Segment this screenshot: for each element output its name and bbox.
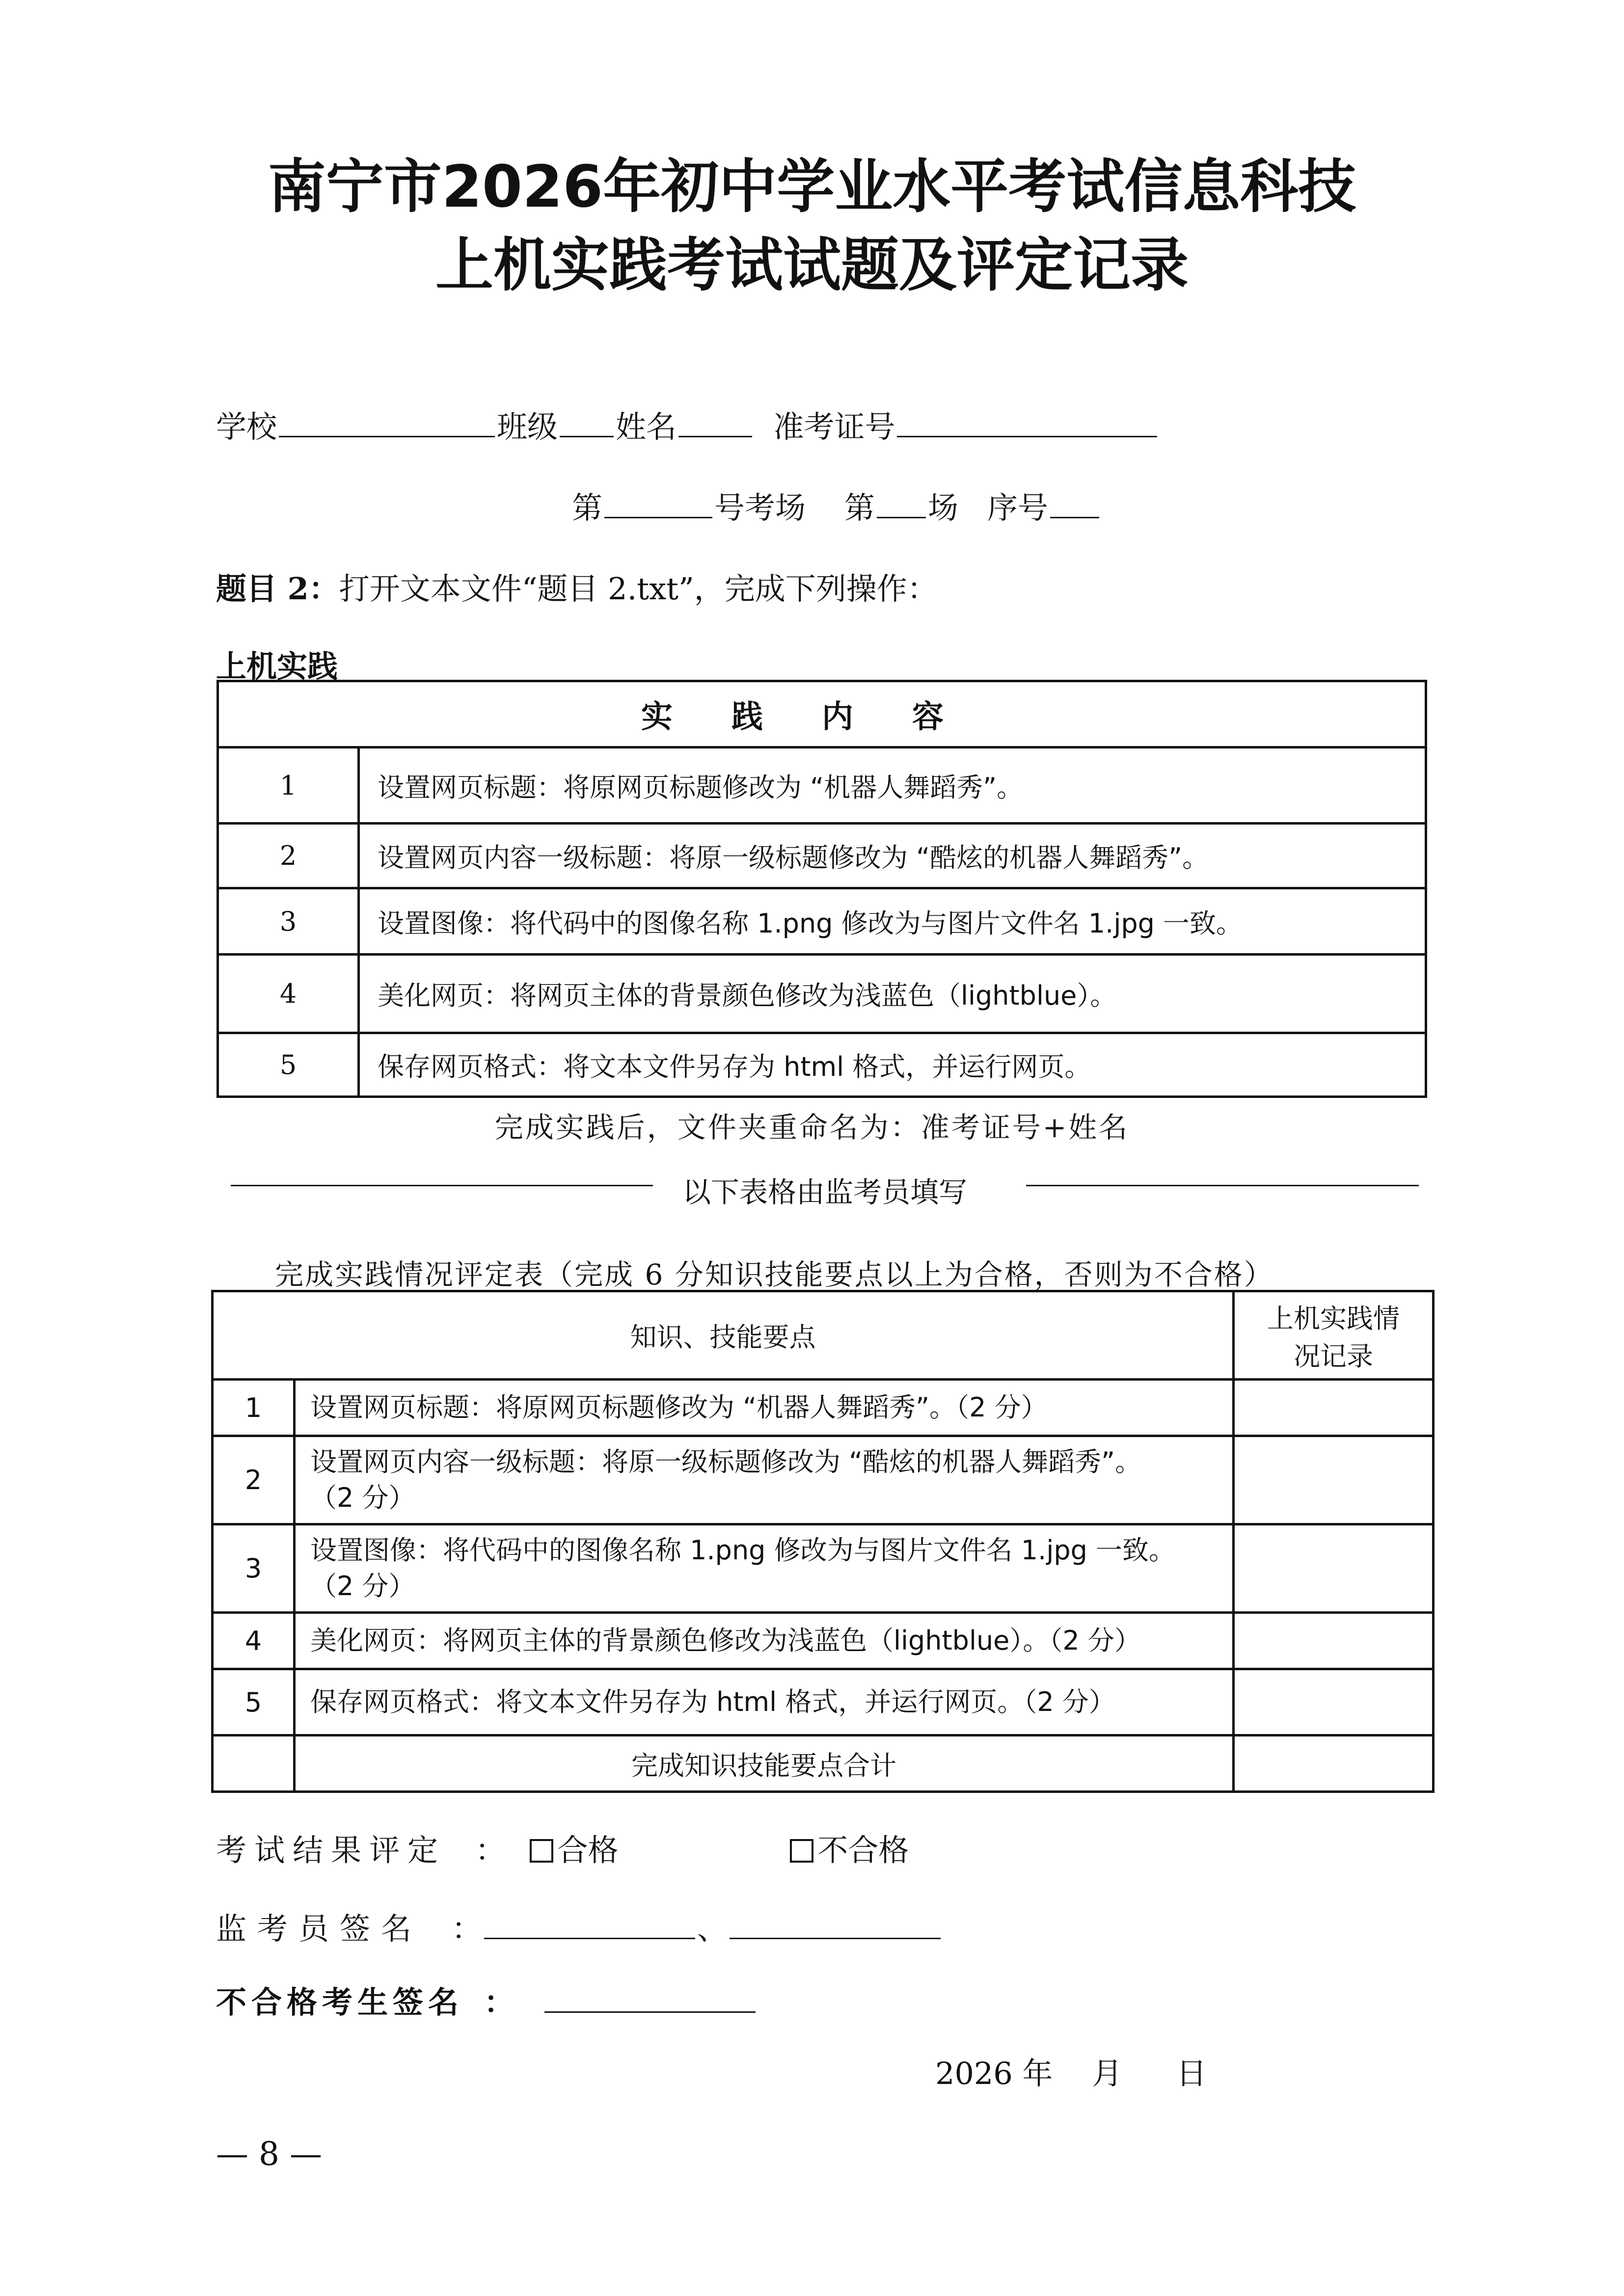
eval-num: 1: [213, 1380, 295, 1436]
eval-text: [295, 1436, 1234, 1524]
eval-header-record-line1: 上机实践情: [1267, 1303, 1400, 1334]
practice-num: 3: [218, 888, 359, 955]
practice-text: 设置网页标题：将原网页标题修改为 “机器人舞蹈秀”。: [359, 748, 1426, 824]
table-row: [218, 955, 1426, 1033]
fail-sign-colon: ：: [484, 1984, 514, 2020]
seq-blank[interactable]: [1050, 487, 1099, 518]
room-suffix: 号考场: [714, 490, 806, 526]
eval-num: 2: [213, 1436, 295, 1524]
eval-record-cell[interactable]: [1234, 1524, 1434, 1613]
fail-sign-blank[interactable]: [544, 1982, 756, 2013]
eval-text-line1: 设置网页标题：将原网页标题修改为 “机器人舞蹈秀”。（2 分）: [310, 1391, 1048, 1423]
student-info-row: [216, 402, 1159, 446]
after-note: 完成实践后，文件夹重命名为：准考证号+姓名: [494, 1111, 1130, 1144]
session-blank[interactable]: [877, 487, 926, 518]
eval-header-points: 知识、技能要点: [213, 1291, 1234, 1380]
question-line: [216, 564, 938, 608]
eval-text: [295, 1613, 1234, 1669]
school-label: 学校: [216, 409, 277, 445]
practice-text: 保存网页格式：将文本文件另存为 html 格式，并运行网页。: [359, 1033, 1426, 1097]
proctor-sign-blank-2[interactable]: [730, 1908, 941, 1939]
result-colon: ：: [475, 1832, 506, 1868]
question-label: 题目 2：: [216, 571, 339, 607]
name-blank[interactable]: [678, 406, 752, 437]
fail-checkbox[interactable]: [790, 1839, 813, 1863]
exam-no-label: 准考证号: [773, 409, 895, 445]
table-row: [213, 1524, 1434, 1613]
room-prefix: 第: [572, 490, 603, 526]
eval-num: 4: [213, 1613, 295, 1669]
fail-sign-row: [216, 1978, 758, 2022]
eval-record-cell[interactable]: [1234, 1669, 1434, 1735]
eval-text-line1: 设置网页内容一级标题：将原一级标题修改为 “酷炫的机器人舞蹈秀”。: [310, 1446, 1142, 1477]
class-blank[interactable]: [560, 406, 614, 437]
page-title-line2: 上机实践考试试题及评定记录: [435, 231, 1189, 299]
name-label: 姓名: [616, 409, 677, 445]
eval-table: [211, 1290, 1435, 1793]
fail-label: 不合格: [817, 1832, 909, 1868]
practice-num: 4: [218, 955, 359, 1033]
practice-num: 2: [218, 824, 359, 888]
eval-total-label: 完成知识技能要点合计: [295, 1735, 1234, 1792]
pass-label: 合格: [557, 1832, 619, 1868]
result-label: 考试结果评定: [216, 1832, 446, 1868]
practice-text: 设置网页内容一级标题：将原一级标题修改为 “酷炫的机器人舞蹈秀”。: [359, 824, 1426, 888]
date-month: 月: [1092, 2056, 1123, 2091]
practice-header-row: [218, 681, 1426, 748]
eval-text-line2: （2 分）: [310, 1482, 415, 1513]
eval-text: [295, 1669, 1234, 1735]
eval-header-row: [213, 1291, 1434, 1380]
eval-header-record: [1234, 1291, 1434, 1380]
proctor-sign-blank-1[interactable]: [484, 1908, 695, 1939]
proctor-label: 监考员签名: [216, 1911, 423, 1947]
eval-text-line1: 设置图像：将代码中的图像名称 1.png 修改为与图片文件名 1.jpg 一致。: [310, 1534, 1176, 1566]
table-row: [213, 1669, 1434, 1735]
practice-table: [217, 680, 1427, 1098]
eval-record-cell[interactable]: [1234, 1613, 1434, 1669]
practice-num: 1: [218, 748, 359, 824]
table-row: [218, 824, 1426, 888]
table-row: [213, 1613, 1434, 1669]
practice-text: 设置图像：将代码中的图像名称 1.png 修改为与图片文件名 1.jpg 一致。: [359, 888, 1426, 955]
divider: [231, 1169, 1419, 1209]
practice-text: 美化网页：将网页主体的背景颜色修改为浅蓝色（lightblue）。: [359, 955, 1426, 1033]
eval-total-row: [213, 1735, 1434, 1792]
date-row: [935, 2049, 1207, 2093]
date-day: 日: [1176, 2056, 1207, 2091]
table-row: [213, 1436, 1434, 1524]
eval-header-record-line2: 况记录: [1294, 1340, 1373, 1372]
table-row: [218, 888, 1426, 955]
eval-text: [295, 1380, 1234, 1436]
divider-text: 以下表格由监考员填写: [682, 1175, 967, 1209]
room-blank[interactable]: [604, 487, 712, 518]
eval-text-line1: 保存网页格式：将文本文件另存为 html 格式，并运行网页。（2 分）: [310, 1686, 1115, 1717]
exam-room-row: [572, 483, 1101, 527]
table-row: [218, 1033, 1426, 1097]
table-row: [213, 1380, 1434, 1436]
pass-option[interactable]: [530, 1832, 618, 1868]
practice-num: 5: [218, 1033, 359, 1097]
eval-caption: 完成实践情况评定表（完成 6 分知识技能要点以上为合格，否则为不合格）: [275, 1258, 1274, 1291]
eval-total-record-cell[interactable]: [1234, 1735, 1434, 1792]
question-text: 打开文本文件“题目 2.txt”，完成下列操作：: [339, 571, 938, 607]
date-year: 2026 年: [935, 2056, 1053, 2091]
table-row: [218, 748, 1426, 824]
proctor-colon: ：: [451, 1911, 482, 1947]
proctor-separator: 、: [697, 1911, 728, 1947]
eval-total-num-cell: [213, 1735, 295, 1792]
eval-text: [295, 1524, 1234, 1613]
seq-label: 序号: [987, 490, 1049, 526]
page-title-line1: 南宁市2026年初中学业水平考试信息科技: [268, 153, 1356, 220]
section-label: 上机实践: [216, 648, 338, 684]
pass-checkbox[interactable]: [530, 1839, 553, 1863]
school-blank[interactable]: [279, 406, 495, 437]
eval-num: 3: [213, 1524, 295, 1613]
eval-num: 5: [213, 1669, 295, 1735]
session-suffix: 场: [927, 490, 958, 526]
eval-record-cell[interactable]: [1234, 1436, 1434, 1524]
eval-text-line1: 美化网页：将网页主体的背景颜色修改为浅蓝色（lightblue）。（2 分）: [310, 1625, 1141, 1656]
session-prefix: 第: [844, 490, 875, 526]
proctor-row: [216, 1904, 943, 1948]
eval-text-line2: （2 分）: [310, 1570, 415, 1602]
fail-sign-label: 不合格考生签名: [216, 1984, 464, 2020]
fail-option[interactable]: [790, 1832, 909, 1868]
divider-line-right: [1026, 1185, 1419, 1186]
practice-header: 实践内容: [218, 681, 1426, 748]
exam-no-blank[interactable]: [897, 406, 1157, 437]
class-label: 班级: [497, 409, 558, 445]
page-number: — 8 —: [216, 2135, 322, 2173]
result-row: [216, 1826, 909, 1869]
eval-record-cell[interactable]: [1234, 1380, 1434, 1436]
